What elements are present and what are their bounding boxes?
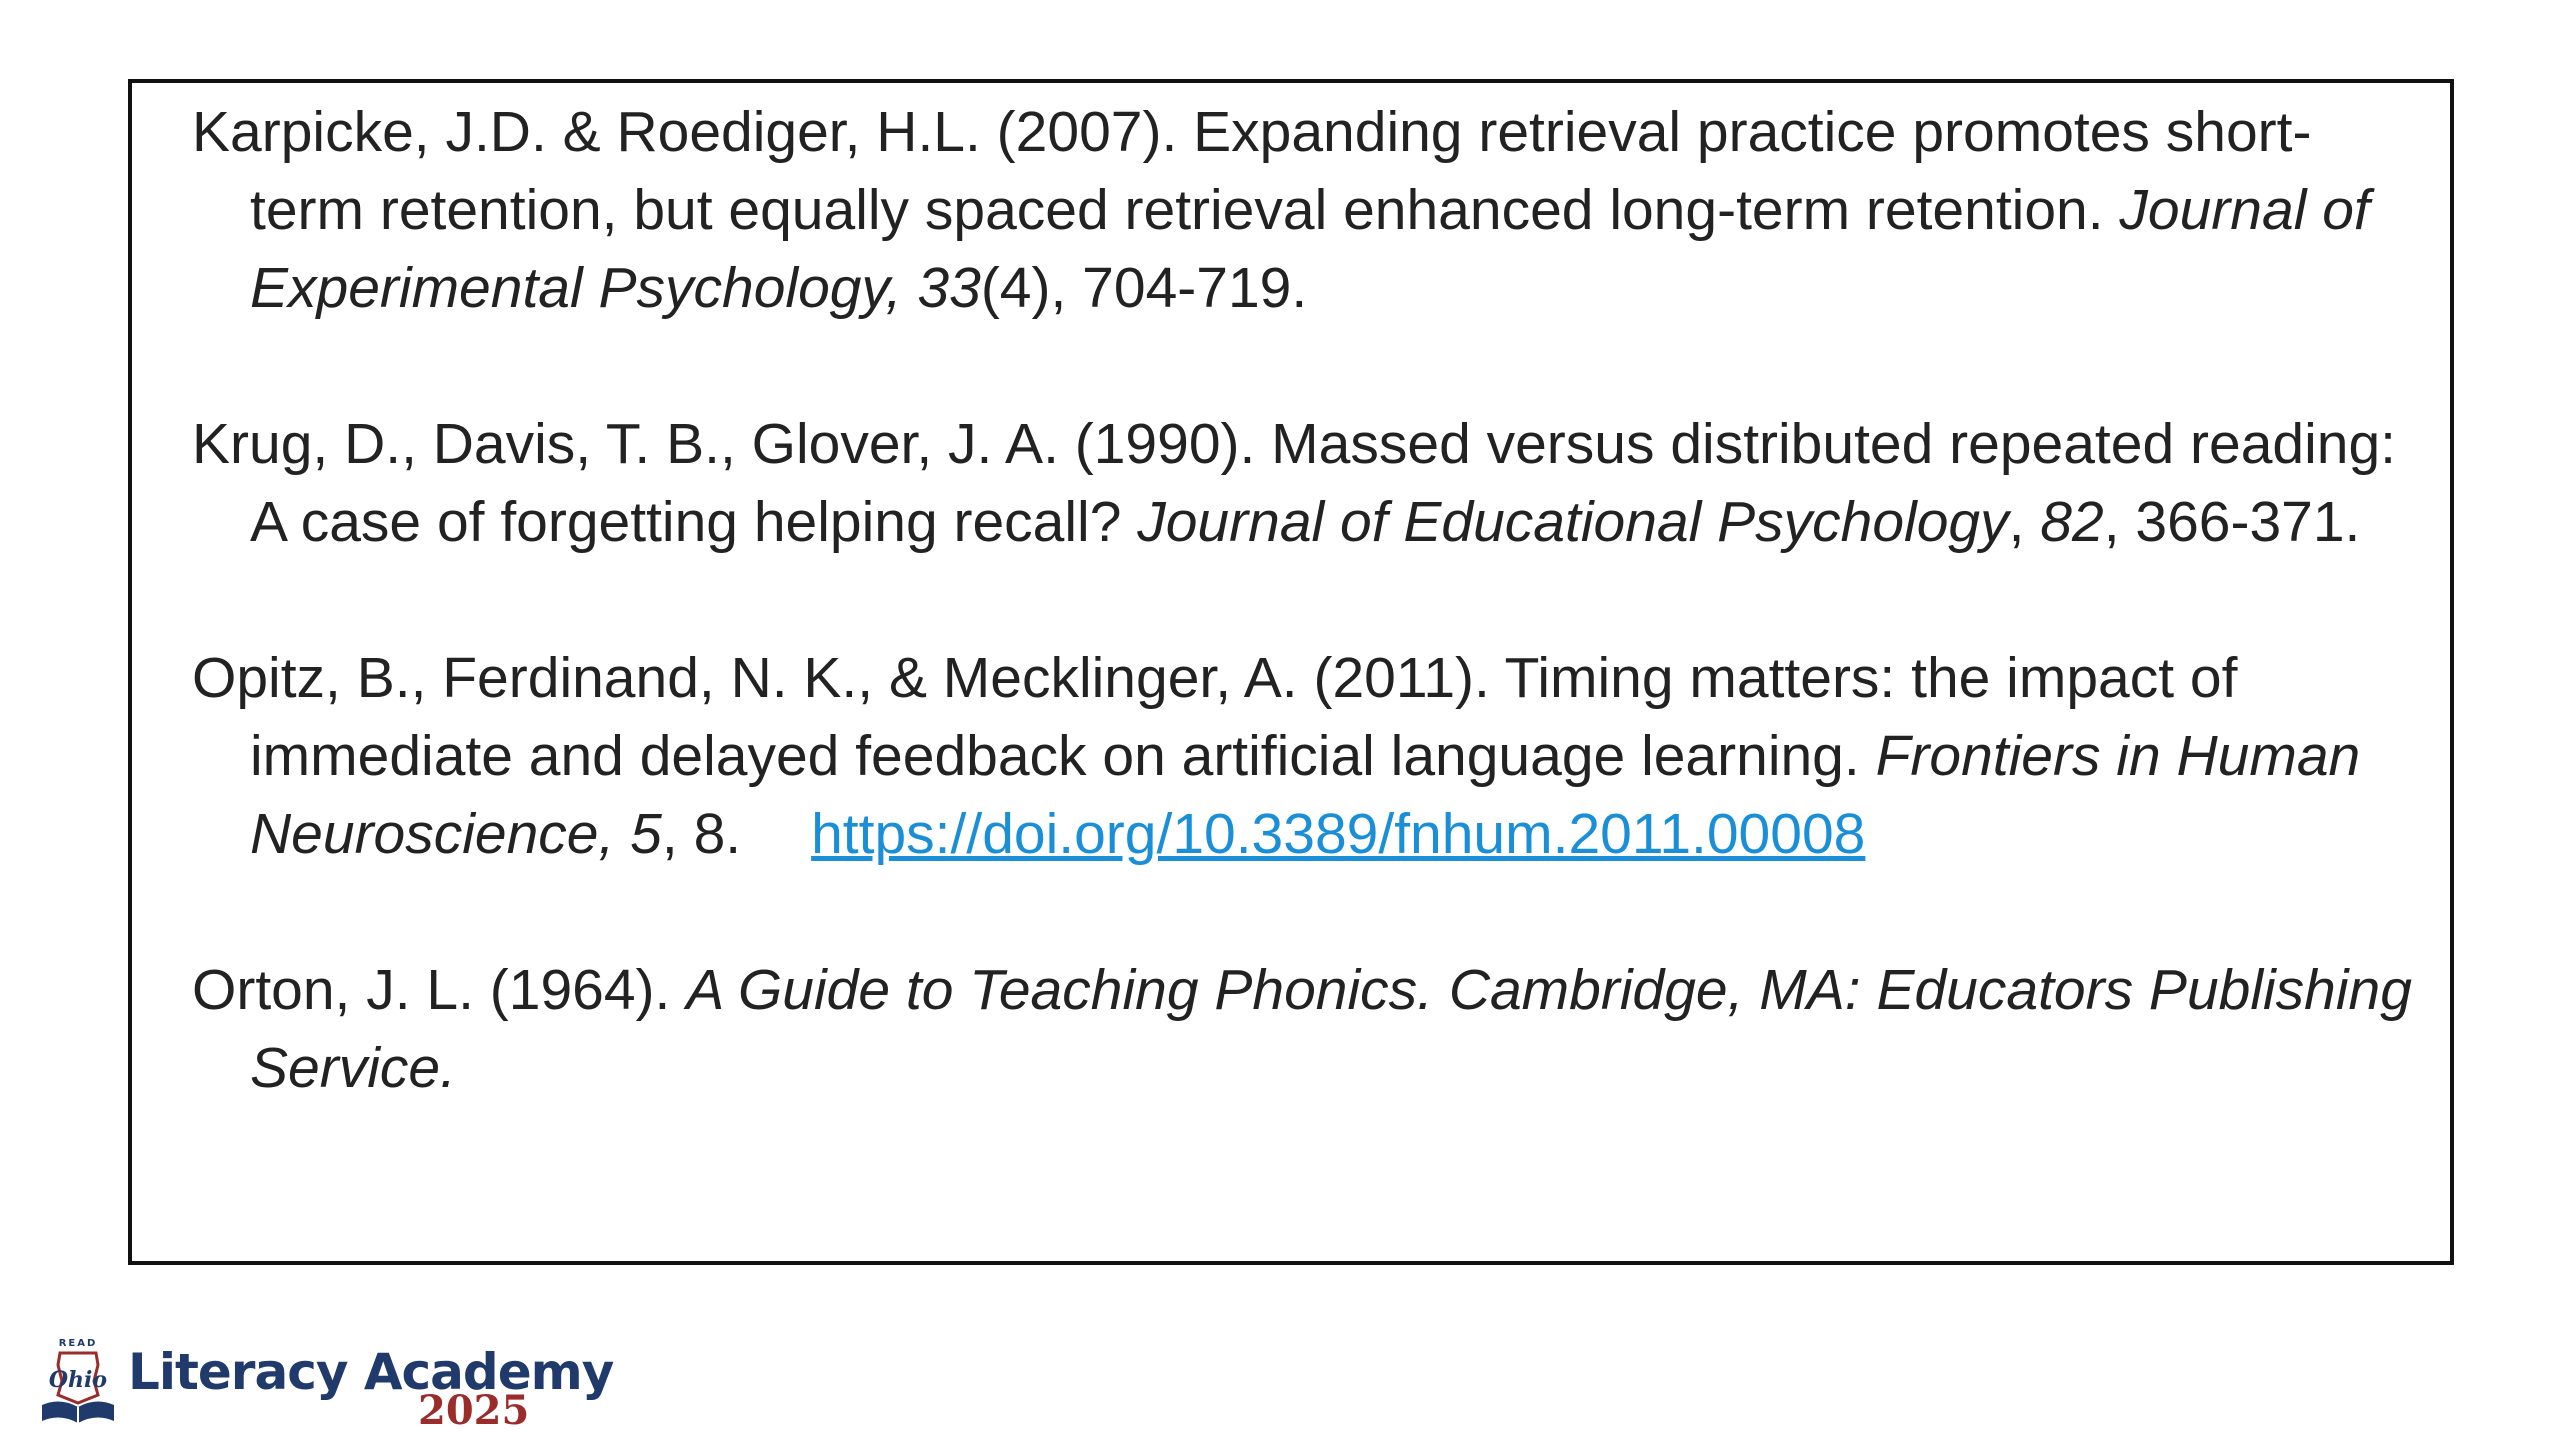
reference-issue-pages: (4), 704-719.: [980, 256, 1308, 320]
logo-name: Literacy Academy: [128, 1343, 614, 1401]
reference-citation: Orton, J. L. (1964).: [192, 958, 687, 1022]
reference-pages: , 8.: [661, 802, 742, 866]
reference-citation: Karpicke, J.D. & Roediger, H.L. (2007). Expanding retrieval practice promotes short-term retention, but equally spaced retrieval enhanced long-term retention.: [192, 100, 2312, 242]
logo-badge-top: READ: [58, 1338, 98, 1349]
reference-volume: 82: [2040, 490, 2104, 554]
reference-pages: , 366-371.: [2103, 490, 2361, 554]
reference-separator: ,: [2008, 490, 2041, 554]
literacy-academy-logo: [38, 1335, 614, 1434]
references-box: [128, 79, 2454, 1265]
reference-journal: Frontiers in Human Neuroscience, 5: [250, 724, 2361, 866]
reference-orton-1964: [192, 951, 2420, 1107]
reference-list: [192, 93, 2420, 1107]
reference-opitz-2011: [192, 639, 2420, 873]
reference-krug-1990: [192, 405, 2420, 561]
reference-citation: Krug, D., Davis, T. B., Glover, J. A. (1990). Massed versus distributed repeated reading: A case of forgetting helping recall?: [192, 412, 2396, 554]
reference-journal: Journal of Educational Psychology: [1137, 490, 2009, 554]
logo-year: 2025: [418, 1387, 530, 1434]
reference-book-title: A Guide to Teaching Phonics. Cambridge, MA: Educators Publishing Service.: [250, 958, 2412, 1100]
read-ohio-book-icon: [38, 1335, 118, 1430]
reference-journal: Journal of Experimental Psychology, 33: [250, 178, 2370, 320]
reference-citation: Opitz, B., Ferdinand, N. K., & Mecklinger, A. (2011). Timing matters: the impact of immediate and delayed feedback on artificial language learning.: [192, 646, 2238, 788]
logo-badge-word: Ohio: [48, 1367, 108, 1393]
reference-karpicke-2007: [192, 93, 2420, 327]
doi-link[interactable]: https://doi.org/10.3389/fnhum.2011.00008: [811, 802, 1866, 866]
